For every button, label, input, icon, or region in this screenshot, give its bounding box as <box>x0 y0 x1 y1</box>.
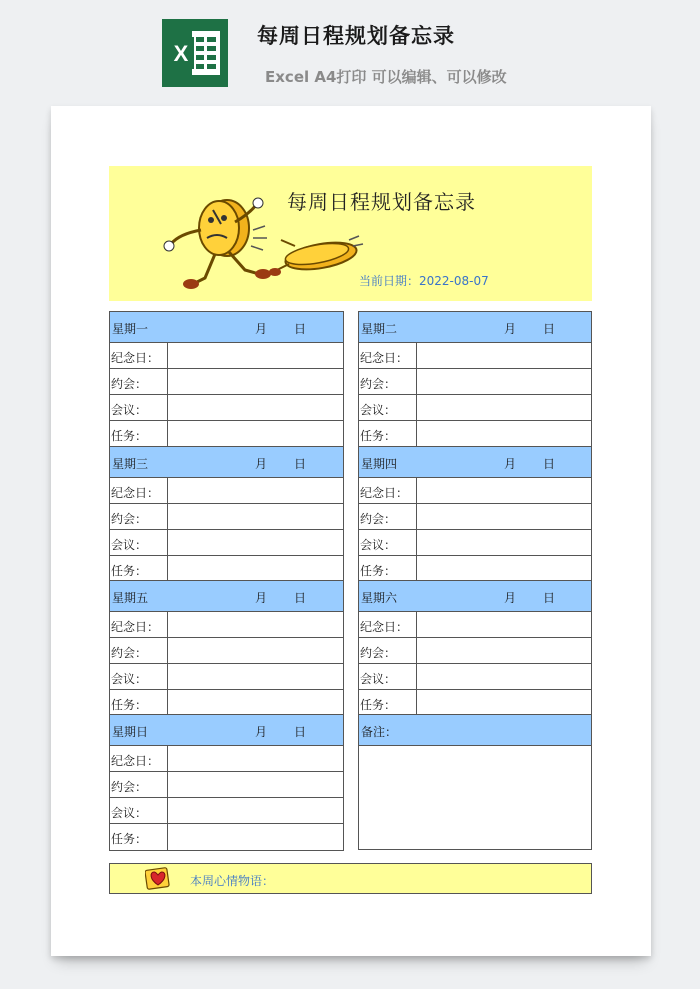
month-label: 月 <box>255 457 268 471</box>
day-header <box>110 447 343 478</box>
table-row <box>110 664 343 690</box>
row-label: 约会： <box>359 504 417 529</box>
row-input[interactable] <box>168 612 343 637</box>
row-input[interactable] <box>417 421 591 447</box>
row-input[interactable] <box>417 343 591 368</box>
table-row <box>359 395 591 421</box>
table-row <box>359 612 591 638</box>
row-label: 会议： <box>110 395 168 420</box>
row-input[interactable] <box>417 478 591 503</box>
day-label: 日 <box>543 591 556 605</box>
row-input[interactable] <box>168 664 343 689</box>
row-label: 会议： <box>359 664 417 689</box>
day-name: 星期二 <box>361 322 398 336</box>
row-label: 任务： <box>359 556 417 582</box>
table-row <box>110 504 343 530</box>
weekly-mood-bar <box>109 863 592 894</box>
day-label: 日 <box>294 725 307 739</box>
table-row <box>110 638 343 664</box>
sheet-page <box>51 106 651 956</box>
row-label: 约会： <box>110 638 168 663</box>
day-name: 星期六 <box>361 591 398 605</box>
row-input[interactable] <box>168 343 343 368</box>
svg-text:X: X <box>173 41 189 66</box>
row-label: 约会： <box>110 369 168 394</box>
row-label: 纪念日： <box>359 612 417 637</box>
row-label: 纪念日： <box>110 478 168 503</box>
row-label: 纪念日： <box>110 746 168 771</box>
day-header <box>110 312 343 343</box>
month-label: 月 <box>255 725 268 739</box>
row-label: 约会： <box>359 638 417 663</box>
row-label: 任务： <box>110 824 168 850</box>
table-row <box>359 343 591 369</box>
day-label: 日 <box>543 457 556 471</box>
table-row <box>359 478 591 504</box>
row-input[interactable] <box>417 664 591 689</box>
notes-block <box>358 714 592 850</box>
row-label: 任务： <box>110 556 168 582</box>
day-header <box>359 312 591 343</box>
row-label: 任务： <box>359 421 417 447</box>
day-header <box>110 715 343 746</box>
excel-logo-icon <box>162 19 228 87</box>
row-label: 纪念日： <box>110 612 168 637</box>
row-input[interactable] <box>168 395 343 420</box>
table-row <box>359 638 591 664</box>
row-input[interactable] <box>417 612 591 637</box>
day-header <box>110 581 343 612</box>
row-label: 约会： <box>359 369 417 394</box>
table-row <box>110 395 343 421</box>
table-row <box>110 824 343 850</box>
row-label: 会议： <box>359 395 417 420</box>
row-input[interactable] <box>168 798 343 823</box>
document-subtitle: Excel A4打印 可以编辑、可以修改 <box>265 68 507 86</box>
row-label: 约会： <box>110 504 168 529</box>
row-label: 任务： <box>110 421 168 447</box>
header <box>0 0 700 100</box>
day-name: 星期五 <box>112 591 149 605</box>
day-block-thursday <box>358 446 592 583</box>
table-row <box>110 343 343 369</box>
row-input[interactable] <box>168 772 343 797</box>
day-label: 日 <box>294 591 307 605</box>
day-block-monday <box>109 311 344 448</box>
title-banner <box>109 166 592 301</box>
table-row <box>359 421 591 447</box>
day-label: 日 <box>543 322 556 336</box>
row-label: 任务： <box>359 690 417 716</box>
table-row <box>359 556 591 582</box>
notes-label: 备注： <box>359 715 591 746</box>
row-input[interactable] <box>168 504 343 529</box>
row-input[interactable] <box>168 478 343 503</box>
table-row <box>110 690 343 716</box>
day-label: 日 <box>294 457 307 471</box>
banner-title: 每周日程规划备忘录 <box>287 190 476 214</box>
day-label: 日 <box>294 322 307 336</box>
month-label: 月 <box>255 322 268 336</box>
day-block-sunday <box>109 714 344 851</box>
row-input[interactable] <box>168 824 343 850</box>
table-row <box>110 612 343 638</box>
row-input[interactable] <box>168 690 343 716</box>
table-row <box>359 664 591 690</box>
table-row <box>110 746 343 772</box>
table-row <box>359 530 591 556</box>
row-input[interactable] <box>168 369 343 394</box>
row-label: 会议： <box>359 530 417 555</box>
row-label: 会议： <box>110 530 168 555</box>
row-input[interactable] <box>168 421 343 447</box>
row-input[interactable] <box>417 530 591 555</box>
day-name: 星期日 <box>112 725 149 739</box>
row-label: 约会： <box>110 772 168 797</box>
row-label: 会议： <box>110 798 168 823</box>
row-input[interactable] <box>168 530 343 555</box>
month-label: 月 <box>255 591 268 605</box>
day-name: 星期一 <box>112 322 149 336</box>
month-label: 月 <box>504 457 517 471</box>
row-input[interactable] <box>168 556 343 582</box>
row-input[interactable] <box>417 556 591 582</box>
current-date: 当前日期：2022-08-07 <box>359 274 489 288</box>
day-block-wednesday <box>109 446 344 583</box>
month-label: 月 <box>504 591 517 605</box>
row-label: 纪念日： <box>359 478 417 503</box>
row-input[interactable] <box>168 746 343 771</box>
table-row <box>110 772 343 798</box>
row-label: 纪念日： <box>110 343 168 368</box>
day-block-saturday <box>358 580 592 717</box>
row-input[interactable] <box>417 690 591 716</box>
table-row <box>110 530 343 556</box>
heart-card-icon <box>145 867 171 890</box>
row-label: 会议： <box>110 664 168 689</box>
table-row <box>110 798 343 824</box>
day-name: 星期四 <box>361 457 398 471</box>
row-input[interactable] <box>417 395 591 420</box>
table-row <box>110 421 343 447</box>
table-row <box>359 690 591 716</box>
row-input[interactable] <box>168 638 343 663</box>
day-block-friday <box>109 580 344 717</box>
row-label: 任务： <box>110 690 168 716</box>
notes-input[interactable] <box>359 746 591 848</box>
mood-label[interactable]: 本周心情物语： <box>190 874 275 888</box>
row-input[interactable] <box>417 638 591 663</box>
month-label: 月 <box>504 322 517 336</box>
table-row <box>359 504 591 530</box>
table-row <box>110 478 343 504</box>
row-label: 纪念日： <box>359 343 417 368</box>
day-name: 星期三 <box>112 457 149 471</box>
day-header <box>359 447 591 478</box>
table-row <box>359 369 591 395</box>
row-input[interactable] <box>417 369 591 394</box>
day-block-tuesday <box>358 311 592 448</box>
day-header <box>359 581 591 612</box>
row-input[interactable] <box>417 504 591 529</box>
document-title: 每周日程规划备忘录 <box>257 24 455 48</box>
table-row <box>110 369 343 395</box>
table-row <box>110 556 343 582</box>
